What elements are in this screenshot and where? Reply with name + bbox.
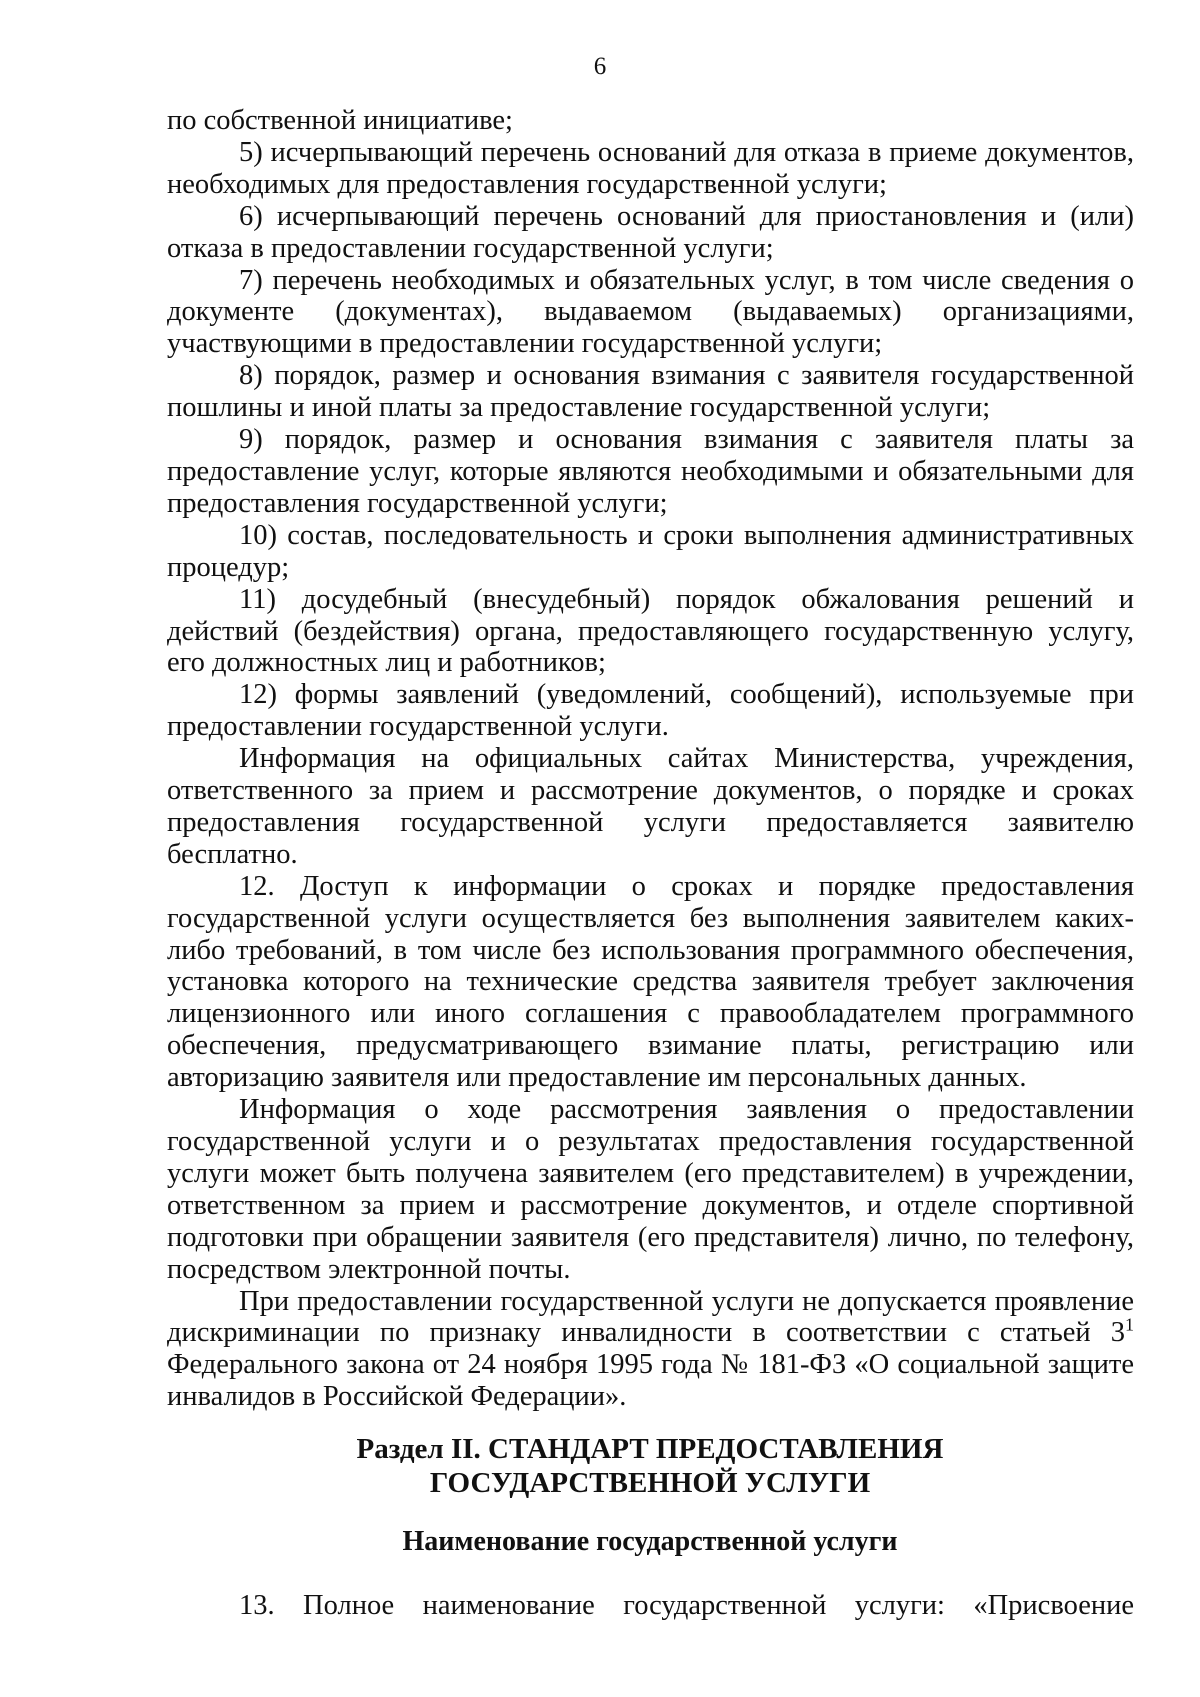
list-item-9: 9) порядок, размер и основания взимания с заявителя платы за предоставление услуг, которые являются необходимыми и обязательными для предоставления государственной услуги;	[167, 424, 1134, 519]
list-item-7: 7) перечень необходимых и обязательных услуг, в том числе сведения о документе (документах), выдаваемом (выдаваемых) организациями, участвующими в предоставлении государственной услуги;	[167, 264, 1134, 360]
paragraph-continuation: по собственной инициативе;	[167, 105, 513, 136]
section-title: Раздел II. СТАНДАРТ ПРЕДОСТАВЛЕНИЯ ГОСУДАРСТВЕННОЙ УСЛУГИ	[356, 1433, 944, 1499]
discrimination-text-before: При предоставлении государственной услуги не допускается проявление дискриминации по признаку инвалидности в соответствии с статьей 3	[167, 1285, 1134, 1349]
list-item-10: 10) состав, последовательность и сроки выполнения административных процедур;	[167, 519, 1134, 583]
list-item-6: 6) исчерпывающий перечень оснований для приостановления и (или) отказа в предоставлении государственной услуги;	[167, 200, 1134, 264]
list-item-11: 11) досудебный (внесудебный) порядок обжалования решений и действий (бездействия) органа, предоставляющего государственную услугу, его должностных лиц и работников;	[167, 583, 1134, 679]
paragraph-info-free: Информация на официальных сайтах Министерства, учреждения, ответственного за прием и рассмотрение документов, о порядке и сроках предоставления государственной услуги предоставляется заявителю бесплатно.	[167, 743, 1134, 870]
document-body	[167, 105, 1134, 1413]
list-item-8: 8) порядок, размер и основания взимания с заявителя государственной пошлины и иной платы за предоставление государственной услуги;	[167, 360, 1134, 424]
subheading: Наименование государственной услуги	[402, 1526, 898, 1557]
page-number: 6	[593, 53, 607, 80]
paragraph-progress-info: Информация о ходе рассмотрения заявления о предоставлении государственной услуги и о результатах предоставления государственной услуги может быть получена заявителем (его представителем) в учреждении, ответственном за прием и рассмотрение документов, и отделе спортивной подготовки при обращении заявителя (его представителя) лично, по телефону, посредством электронной почты.	[167, 1094, 1134, 1285]
paragraph-13: 13. Полное наименование государственной услуги: «Присвоение	[239, 1590, 1134, 1621]
paragraph-12-access: 12. Доступ к информации о сроках и порядке предоставления государственной услуги осуществляется без выполнения заявителем каких-либо требований, в том числе без использования программного обеспечения, установка которого на технические средства заявителя требует заключения лицензионного или иного соглашения с правообладателем программного обеспечения, предусматривающего взимание платы, регистрацию или авторизацию заявителя или предоставление им персональных данных.	[167, 870, 1134, 1094]
list-item-5: 5) исчерпывающий перечень оснований для отказа в приеме документов, необходимых для предоставления государственной услуги;	[167, 136, 1134, 200]
paragraph-discrimination	[167, 1286, 1134, 1414]
discrimination-text-after: Федерального закона от 24 ноября 1995 года № 181-ФЗ «О социальной защите инвалидов в Российской Федерации».	[167, 1349, 1134, 1413]
article-superscript: 1	[1125, 1314, 1134, 1335]
list-item-12: 12) формы заявлений (уведомлений, сообщений), используемые при предоставлении государственной услуги.	[167, 679, 1134, 743]
